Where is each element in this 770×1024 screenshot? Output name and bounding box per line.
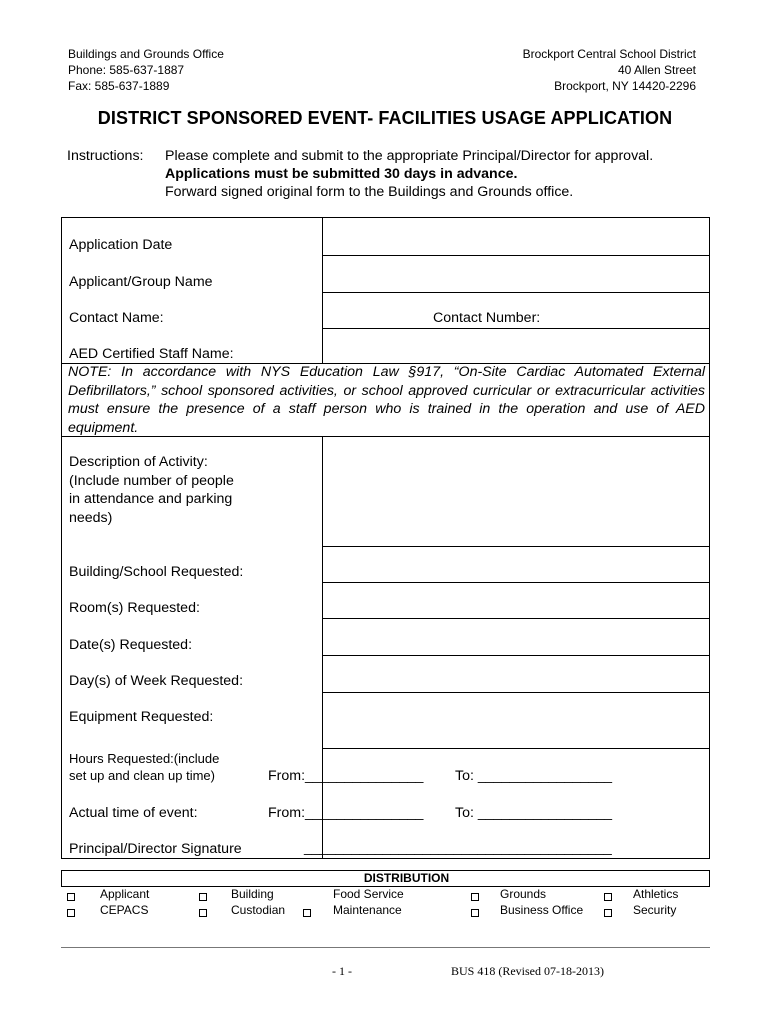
description-label: Description of Activity: (Include number of people in attendance and parking needs) [69,454,234,526]
equipment-label: Equipment Requested: [69,709,214,725]
hours-from-field[interactable]: From:_______________ [268,768,424,784]
athletics-label: Athletics [633,887,679,901]
maintenance-label: Maintenance [333,903,402,917]
grounds-label: Grounds [500,887,547,901]
contact-name-label: Contact Name: [69,310,164,326]
row-line [322,748,709,749]
divider-bottom [322,436,323,859]
hours-to-field[interactable]: To: _________________ [455,768,613,784]
office-contact-block [68,46,224,94]
row-line [322,292,709,293]
office-name: Buildings and Grounds Office [68,47,224,61]
row-line [322,655,709,656]
security-label: Security [633,903,677,917]
distribution-heading: DISTRIBUTION [61,870,710,887]
row-line [322,328,709,329]
application-form [61,217,710,859]
applicant-label: Applicant [100,887,150,901]
actual-time-label: Actual time of event: [69,805,198,821]
row-line [322,255,709,256]
security-checkbox[interactable] [604,909,612,917]
footer-divider [61,947,710,948]
actual-from-field[interactable]: From:_______________ [268,805,424,821]
hours-label-line-1: Hours Requested:(include [69,751,220,766]
divider-top [322,218,323,364]
actual-to-field[interactable]: To: _________________ [455,805,613,821]
cepacs-checkbox[interactable] [67,909,75,917]
district-name: Brockport Central School District [522,47,696,61]
applicant-checkbox[interactable] [67,893,75,901]
business-office-label: Business Office [500,903,584,917]
office-phone: Phone: 585-637-1887 [68,63,185,77]
instructions-line-1: Please complete and submit to the appropriate Principal/Director for approval. [165,148,654,164]
instructions-label: Instructions: [67,148,144,164]
instructions-line-3: Forward signed original form to the Buildings and Grounds office. [165,184,574,200]
food-service-label: Food Service [333,887,404,901]
district-street: 40 Allen Street [617,63,696,77]
page-title: DISTRICT SPONSORED EVENT- FACILITIES USAGE APPLICATION [97,108,673,128]
row-line [322,582,709,583]
cepacs-label: CEPACS [100,903,149,917]
days-label: Day(s) of Week Requested: [69,673,244,689]
form-id: BUS 418 (Revised 07-18-2013) [451,964,604,978]
application-date-label: Application Date [69,237,173,253]
row-line [322,546,709,547]
food-maintenance-checkbox[interactable] [303,909,311,917]
district-address-block [523,46,696,94]
signature-field[interactable]: _______________________________________ [304,840,612,856]
page-number: - 1 - [332,964,352,978]
instructions-line-2: Applications must be submitted 30 days in advance. [165,166,518,182]
row-line [322,618,709,619]
aed-note: NOTE: In accordance with NYS Education Law §917, “On-Site Cardiac Automated External Defibrillators,” school sponsored activities, or school approved curricular or extracurricular activities must ensure the presence of a staff person who is trained in the operation and use of AED equipment. [68,364,705,436]
custodian-checkbox[interactable] [199,909,207,917]
dates-label: Date(s) Requested: [69,637,193,653]
hours-label-line-2: set up and clean up time) [69,768,215,783]
custodian-label: Custodian [231,903,286,917]
row-line [322,692,709,693]
district-city: Brockport, NY 14420-2296 [554,79,696,93]
office-fax: Fax: 585-637-1889 [68,79,170,93]
applicant-group-label: Applicant/Group Name [69,274,213,290]
building-dist-label: Building [231,887,274,901]
business-office-checkbox[interactable] [471,909,479,917]
signature-label: Principal/Director Signature [69,841,242,857]
building-label: Building/School Requested: [69,564,244,580]
rooms-label: Room(s) Requested: [69,600,200,616]
athletics-checkbox[interactable] [604,893,612,901]
contact-number-label: Contact Number: [433,310,541,326]
building-checkbox[interactable] [199,893,207,901]
grounds-checkbox[interactable] [471,893,479,901]
aed-staff-label: AED Certified Staff Name: [69,346,234,362]
